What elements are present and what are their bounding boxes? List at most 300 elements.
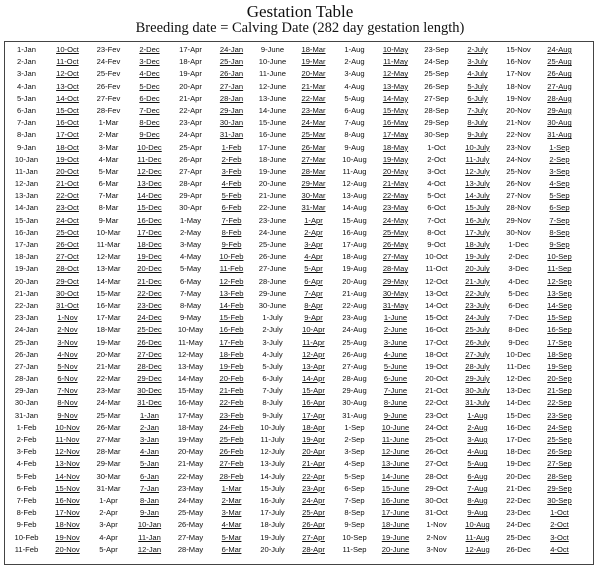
calving-date-cell: 15-Apr: [302, 386, 325, 396]
calving-date-cell: 4-Oct: [550, 544, 569, 554]
breeding-date-cell: 16-Oct: [425, 325, 448, 335]
calving-date-cell: 29-May: [382, 276, 409, 286]
calving-date-cell: 27-Aug: [547, 81, 572, 91]
calving-date-cell: 5-Dec: [139, 81, 160, 91]
calving-date-cell: 5-Apr: [304, 264, 323, 274]
calving-date-cell: 16-Dec: [137, 215, 162, 225]
calving-date-cell: 8-June: [383, 398, 408, 408]
calving-date-cell: 9-Dec: [139, 130, 160, 140]
calving-date-cell: 25-Feb: [219, 435, 244, 444]
calving-date-cell: 14-Nov: [55, 471, 80, 481]
calving-date-cell: 11-June: [382, 435, 409, 444]
breeding-date-cell: 29-Nov: [506, 215, 531, 225]
breeding-date-cell: 6-Jan: [17, 105, 36, 115]
calving-date-cell: 29-Aug: [547, 105, 572, 115]
calving-date-cell: 3-Dec: [139, 57, 160, 67]
calving-date-cell: 30-Dec: [137, 386, 162, 396]
calving-date-cell: 1-Nov: [57, 313, 78, 323]
breeding-date-cell: 28-Apr: [179, 179, 202, 189]
calving-date-cell: 12-May: [382, 69, 409, 79]
calving-date-cell: 3-Aug: [467, 435, 488, 444]
calving-date-cell: 6-July: [467, 93, 488, 103]
breeding-date-cell: 21-Oct: [425, 386, 448, 396]
calving-date-cell: 29-July: [465, 374, 490, 384]
breeding-date-cell: 15-Oct: [425, 313, 448, 323]
breeding-date-cell: 1-Dec: [508, 240, 529, 249]
breeding-date-cell: 22-Dec: [506, 495, 531, 505]
breeding-date-cell: 8-July: [262, 398, 283, 408]
breeding-date-cell: 20-Jan: [14, 276, 39, 286]
breeding-date-cell: 21-May: [177, 459, 204, 469]
breeding-date-cell: 1-July: [262, 313, 283, 323]
calving-date-cell: 27-Feb: [219, 459, 244, 469]
breeding-date-cell: 29-Sep: [424, 118, 449, 128]
breeding-date-cell: 17-Aug: [342, 240, 367, 249]
calving-date-cell: 23-May: [382, 203, 409, 213]
breeding-date-cell: 8-May: [179, 300, 202, 310]
calving-date-cell: 18-June: [381, 520, 410, 530]
calving-date-cell: 18-Feb: [219, 349, 244, 359]
calving-date-cell: 1-June: [383, 313, 408, 323]
calving-date-cell: 7-Dec: [139, 105, 160, 115]
calving-date-cell: 30-Mar: [301, 191, 326, 201]
calving-date-cell: 6-Jan: [140, 471, 159, 481]
calving-date-cell: 19-Nov: [55, 532, 80, 542]
breeding-date-cell: 13-Aug: [342, 191, 367, 201]
calving-date-cell: 30-July: [465, 386, 490, 396]
calving-date-cell: 31-May: [382, 300, 409, 310]
calving-date-cell: 25-Sep: [547, 435, 572, 444]
breeding-date-cell: 28-Nov: [506, 203, 531, 213]
calving-date-cell: 1-Feb: [221, 142, 242, 152]
breeding-date-cell: 7-Aug: [344, 118, 365, 128]
calving-date-cell: 9-June: [383, 410, 408, 420]
calving-date-cell: 3-Jan: [140, 435, 159, 444]
calving-date-cell: 28-Apr: [302, 544, 325, 554]
breeding-date-cell: 19-Mar: [96, 337, 121, 347]
breeding-date-cell: 23-Aug: [342, 313, 367, 323]
breeding-date-cell: 18-Dec: [506, 447, 531, 457]
breeding-date-cell: 1-May: [179, 215, 202, 225]
calving-date-cell: 17-July: [465, 227, 490, 237]
breeding-date-cell: 25-Jan: [14, 337, 39, 347]
calving-date-cell: 25-May: [382, 227, 409, 237]
calving-date-cell: 20-Dec: [137, 264, 162, 274]
calving-date-cell: 5-Jan: [140, 459, 159, 469]
breeding-date-cell: 14-Aug: [342, 203, 367, 213]
calving-date-cell: 14-Oct: [56, 93, 79, 103]
calving-date-cell: 13-Feb: [219, 288, 244, 298]
breeding-date-cell: 20-Mar: [96, 349, 121, 359]
breeding-date-cell: 8-Oct: [427, 227, 446, 237]
breeding-date-cell: 20-May: [177, 447, 204, 457]
calving-date-cell: 7-Feb: [221, 215, 242, 225]
calving-date-cell: 27-Oct: [56, 252, 79, 262]
calving-date-cell: 27-May: [382, 252, 409, 262]
calving-date-cell: 4-Mar: [221, 520, 242, 530]
breeding-date-cell: 14-July: [260, 471, 285, 481]
breeding-date-cell: 11-Dec: [506, 361, 531, 371]
calving-date-cell: 21-Oct: [56, 179, 79, 189]
calving-date-cell: 31-Mar: [301, 203, 326, 213]
calving-date-cell: 23-July: [465, 300, 490, 310]
breeding-date-cell: 26-Nov: [506, 179, 531, 189]
calving-date-cell: 24-July: [465, 313, 490, 323]
calving-date-cell: 12-Feb: [219, 276, 244, 286]
calving-date-cell: 26-Aug: [547, 69, 572, 79]
breeding-date-cell: 15-Jan: [14, 215, 39, 225]
breeding-date-cell: 16-May: [177, 398, 204, 408]
breeding-date-cell: 13-July: [260, 459, 285, 469]
calving-date-cell: 3-Sep: [549, 166, 570, 176]
calving-date-cell: 20-June: [381, 544, 410, 554]
calving-date-cell: 8-Feb: [221, 227, 242, 237]
calving-date-cell: 28-Dec: [137, 361, 162, 371]
breeding-date-cell: 15-Mar: [96, 288, 121, 298]
breeding-date-cell: 3-Apr: [99, 520, 118, 530]
calving-date-cell: 6-Nov: [57, 374, 78, 384]
breeding-date-cell: 25-May: [177, 508, 204, 518]
breeding-date-cell: 7-Oct: [427, 215, 446, 225]
calving-date-cell: 7-Nov: [57, 386, 78, 396]
breeding-date-cell: 6-Dec: [508, 300, 529, 310]
breeding-date-cell: 21-Aug: [342, 288, 367, 298]
calving-date-cell: 15-Oct: [56, 105, 79, 115]
calving-date-cell: 26-Apr: [302, 520, 325, 530]
calving-date-cell: 16-Nov: [55, 495, 80, 505]
breeding-date-cell: 8-Sep: [344, 508, 365, 518]
calving-date-cell: 2-June: [383, 325, 408, 335]
breeding-date-cell: 23-Oct: [425, 410, 448, 420]
calving-date-cell: 9-Aug: [467, 508, 488, 518]
calving-date-cell: 17-June: [381, 508, 410, 518]
breeding-date-cell: 12-Dec: [506, 374, 531, 384]
breeding-date-cell: 4-Oct: [427, 179, 446, 189]
calving-date-cell: 25-Jan: [219, 57, 244, 67]
breeding-date-cell: 29-Apr: [179, 191, 202, 201]
breeding-date-cell: 19-Dec: [506, 459, 531, 469]
breeding-date-cell: 29-Aug: [342, 386, 367, 396]
calving-date-cell: 24-Dec: [137, 313, 162, 323]
breeding-date-cell: 10-Aug: [342, 154, 367, 164]
breeding-date-cell: 22-May: [177, 471, 204, 481]
breeding-date-cell: 17-June: [258, 142, 287, 152]
calving-date-cell: 5-Nov: [57, 361, 78, 371]
breeding-date-cell: 4-Jan: [17, 81, 36, 91]
breeding-date-cell: 7-July: [262, 386, 283, 396]
breeding-date-cell: 17-Dec: [506, 435, 531, 444]
calving-date-cell: 12-June: [381, 447, 410, 457]
calving-date-cell: 11-May: [383, 57, 408, 67]
calving-date-cell: 23-Feb: [219, 410, 244, 420]
breeding-date-cell: 3-May: [179, 240, 202, 249]
calving-date-cell: 29-Dec: [137, 374, 162, 384]
breeding-date-cell: 6-Sep: [344, 483, 365, 493]
calving-date-cell: 11-Apr: [302, 337, 325, 347]
breeding-date-cell: 31-Mar: [96, 483, 121, 493]
calving-date-cell: 27-Jan: [219, 81, 244, 91]
breeding-date-cell: 7-May: [179, 288, 202, 298]
calving-date-cell: 12-Oct: [56, 69, 79, 79]
calving-date-cell: 26-Dec: [137, 337, 162, 347]
breeding-date-cell: 6-Feb: [16, 483, 37, 493]
breeding-date-cell: 16-Aug: [342, 227, 367, 237]
breeding-date-cell: 15-May: [177, 386, 204, 396]
calving-date-cell: 15-July: [465, 203, 490, 213]
calving-date-cell: 31-July: [465, 398, 490, 408]
breeding-date-cell: 28-Oct: [425, 471, 448, 481]
calving-date-cell: 18-May: [382, 142, 409, 152]
calving-date-cell: 18-July: [465, 240, 490, 249]
calving-date-cell: 7-Aug: [467, 483, 488, 493]
calving-date-cell: 20-May: [382, 166, 409, 176]
calving-date-cell: 6-Feb: [221, 203, 242, 213]
calving-date-cell: 28-Mar: [301, 166, 326, 176]
breeding-date-cell: 18-Nov: [506, 81, 531, 91]
calving-date-cell: 24-Oct: [56, 215, 79, 225]
calving-date-cell: 27-Mar: [301, 154, 326, 164]
calving-date-cell: 22-July: [465, 288, 490, 298]
breeding-date-cell: 27-Apr: [179, 166, 202, 176]
calving-date-cell: 23-Oct: [56, 203, 79, 213]
breeding-date-cell: 11-Aug: [342, 166, 367, 176]
breeding-date-cell: 27-May: [177, 532, 204, 542]
calving-date-cell: 19-Dec: [137, 252, 162, 262]
breeding-date-cell: 26-Jan: [14, 349, 39, 359]
calving-date-cell: 5-Feb: [221, 191, 242, 201]
calving-date-cell: 10-May: [382, 45, 409, 54]
breeding-date-cell: 22-June: [258, 203, 287, 213]
calving-date-cell: 16-Oct: [56, 118, 79, 128]
calving-date-cell: 2-Dec: [139, 45, 160, 54]
calving-date-cell: 11-Nov: [55, 435, 80, 444]
breeding-date-cell: 2-Sep: [344, 435, 365, 444]
calving-date-cell: 7-Apr: [304, 288, 323, 298]
breeding-date-cell: 19-Jan: [14, 264, 39, 274]
calving-date-cell: 9-Sep: [549, 240, 570, 249]
breeding-date-cell: 25-Apr: [179, 142, 202, 152]
breeding-date-cell: 23-Nov: [506, 142, 531, 152]
calving-date-cell: 11-Aug: [465, 532, 490, 542]
calving-date-cell: 16-June: [381, 495, 410, 505]
breeding-date-cell: 25-Fev: [96, 69, 121, 79]
breeding-date-cell: 27-Nov: [506, 191, 531, 201]
breeding-date-cell: 12-Jan: [14, 179, 39, 189]
calving-date-cell: 22-Apr: [302, 471, 325, 481]
calving-date-cell: 25-Aug: [547, 57, 572, 67]
calving-date-cell: 3-Nov: [57, 337, 78, 347]
breeding-date-cell: 20-Apr: [179, 81, 202, 91]
breeding-date-cell: 2-Aug: [344, 57, 365, 67]
breeding-date-cell: 27-June: [258, 264, 287, 274]
breeding-date-cell: 15-July: [260, 483, 285, 493]
breeding-date-cell: 23-June: [258, 215, 287, 225]
breeding-date-cell: 9-May: [179, 313, 202, 323]
breeding-date-cell: 20-Nov: [506, 105, 531, 115]
table-subtitle: Breeding date = Calving Date (282 day gestation length): [135, 20, 465, 36]
calving-date-cell: 2-Aug: [467, 422, 488, 432]
calving-date-cell: 1-Sep: [549, 142, 570, 152]
calving-date-cell: 6-Sep: [549, 203, 570, 213]
calving-date-cell: 2-Jan: [140, 422, 159, 432]
calving-date-cell: 3-Mar: [221, 508, 242, 518]
calving-date-cell: 8-July: [467, 118, 488, 128]
calving-date-cell: 2-Feb: [221, 154, 242, 164]
breeding-date-cell: 10-July: [260, 422, 285, 432]
breeding-date-cell: 11-Jan: [15, 166, 38, 176]
calving-date-cell: 18-Oct: [56, 142, 79, 152]
calving-date-cell: 11-Dec: [137, 154, 162, 164]
calving-date-cell: 21-Apr: [302, 459, 325, 469]
breeding-date-cell: 30-Jan: [14, 398, 39, 408]
calving-date-cell: 29-Mar: [301, 179, 326, 189]
breeding-date-cell: 30-Sep: [424, 130, 449, 140]
breeding-date-cell: 16-July: [260, 495, 285, 505]
breeding-date-cell: 8-Aug: [344, 130, 365, 140]
calving-date-cell: 10-July: [465, 142, 490, 152]
breeding-date-cell: 19-Aug: [342, 264, 367, 274]
breeding-date-cell: 5-July: [262, 361, 283, 371]
breeding-date-cell: 6-Oct: [427, 203, 446, 213]
calving-date-cell: 22-May: [382, 191, 409, 201]
calving-date-cell: 13-June: [381, 459, 410, 469]
breeding-date-cell: 15-June: [258, 118, 287, 128]
calving-date-cell: 15-Nov: [55, 483, 80, 493]
breeding-date-cell: 12-Oct: [425, 276, 448, 286]
breeding-date-cell: 31-Oct: [425, 508, 448, 518]
breeding-date-cell: 24-May: [177, 495, 204, 505]
calving-date-cell: 10-Oct: [56, 45, 79, 54]
breeding-date-cell: 4-Sep: [344, 459, 365, 469]
breeding-date-cell: 25-Mar: [96, 410, 121, 420]
breeding-date-cell: 5-Dec: [508, 288, 529, 298]
calving-date-cell: 13-Oct: [56, 81, 79, 91]
breeding-date-cell: 21-Apr: [179, 93, 202, 103]
breeding-date-cell: 26-Oct: [425, 447, 448, 457]
calving-date-cell: 18-Dec: [137, 240, 162, 249]
breeding-date-cell: 26-May: [177, 520, 204, 530]
breeding-date-cell: 9-Feb: [16, 520, 37, 530]
breeding-date-cell: 13-May: [177, 361, 204, 371]
calving-date-cell: 20-Apr: [302, 447, 325, 457]
breeding-date-cell: 27-Sep: [424, 93, 449, 103]
calving-date-cell: 25-Dec: [137, 325, 162, 335]
calving-date-cell: 19-July: [465, 252, 490, 262]
calving-date-cell: 4-Apr: [304, 252, 323, 262]
calving-date-cell: 11-Sep: [547, 264, 572, 274]
breeding-date-cell: 7-Feb: [16, 495, 37, 505]
calving-date-cell: 26-Sep: [547, 447, 572, 457]
calving-date-cell: 2-Sep: [549, 154, 570, 164]
calving-date-cell: 4-Dec: [139, 69, 160, 79]
breeding-date-cell: 11-Oct: [425, 264, 448, 274]
breeding-date-cell: 19-Apr: [179, 69, 202, 79]
calving-date-cell: 23-Mar: [301, 105, 326, 115]
calving-date-cell: 21-Dec: [137, 276, 162, 286]
breeding-date-cell: 17-Oct: [425, 337, 448, 347]
calving-date-cell: 12-Aug: [465, 544, 490, 554]
breeding-date-cell: 18-Aug: [342, 252, 367, 262]
calving-date-cell: 13-Dec: [137, 179, 162, 189]
calving-date-cell: 14-Feb: [219, 300, 244, 310]
breeding-date-cell: 24-Fev: [96, 57, 121, 67]
breeding-date-cell: 12-Mar: [96, 252, 121, 262]
breeding-date-cell: 4-Dec: [508, 276, 529, 286]
breeding-date-cell: 23-Dec: [506, 508, 531, 518]
table-title: Gestation Table: [246, 2, 354, 21]
calving-date-cell: 13-Sep: [547, 288, 572, 298]
breeding-date-cell: 6-May: [179, 276, 202, 286]
calving-date-cell: 22-Oct: [56, 191, 79, 201]
breeding-date-cell: 20-July: [260, 544, 285, 554]
calving-date-cell: 30-Jan: [219, 118, 244, 128]
breeding-date-cell: 21-June: [258, 191, 287, 201]
breeding-date-cell: 3-Mar: [98, 142, 119, 152]
calving-date-cell: 30-Sep: [547, 495, 572, 505]
breeding-date-cell: 10-Feb: [14, 532, 39, 542]
calving-date-cell: 20-Oct: [56, 166, 79, 176]
calving-date-cell: 17-Oct: [56, 130, 79, 140]
calving-date-cell: 24-Jan: [219, 45, 244, 54]
breeding-date-cell: 8-Dec: [508, 325, 529, 335]
breeding-date-cell: 11-Sep: [342, 544, 367, 554]
calving-date-cell: 8-Dec: [139, 118, 160, 128]
breeding-date-cell: 20-Oct: [425, 374, 448, 384]
calving-date-cell: 17-Feb: [219, 337, 244, 347]
breeding-date-cell: 26-Fev: [96, 81, 121, 91]
calving-date-cell: 9-July: [467, 130, 488, 140]
calving-date-cell: 10-Jan: [137, 520, 162, 530]
breeding-date-cell: 30-Aug: [342, 398, 367, 408]
calving-date-cell: 20-Nov: [55, 544, 80, 554]
calving-date-cell: 22-Mar: [301, 93, 326, 103]
calving-date-cell: 11-Feb: [219, 264, 244, 274]
calving-date-cell: 2-July: [467, 45, 488, 54]
breeding-date-cell: 24-Jan: [14, 325, 39, 335]
breeding-date-cell: 3-Oct: [427, 166, 446, 176]
calving-date-cell: 27-Sep: [547, 459, 572, 469]
breeding-date-cell: 12-June: [258, 81, 287, 91]
breeding-date-cell: 18-Oct: [425, 349, 448, 359]
calving-date-cell: 8-Jan: [140, 495, 159, 505]
calving-date-cell: 15-May: [382, 105, 409, 115]
calving-date-cell: 19-Apr: [302, 435, 325, 444]
calving-date-cell: 6-June: [383, 374, 408, 384]
breeding-date-cell: 5-Aug: [344, 93, 365, 103]
calving-date-cell: 27-Dec: [137, 349, 162, 359]
breeding-date-cell: 29-June: [258, 288, 287, 298]
breeding-date-cell: 29-Oct: [425, 483, 448, 493]
breeding-date-cell: 1-Aug: [344, 45, 365, 54]
calving-date-cell: 24-Aug: [547, 45, 572, 54]
calving-date-cell: 22-Feb: [219, 398, 244, 408]
calving-date-cell: 15-Feb: [219, 313, 244, 323]
calving-date-cell: 15-Sep: [547, 313, 572, 323]
calving-date-cell: 9-Apr: [304, 313, 323, 323]
breeding-date-cell: 11-July: [260, 435, 285, 444]
breeding-date-cell: 13-Dec: [506, 386, 531, 396]
breeding-date-cell: 18-Apr: [179, 57, 202, 67]
calving-date-cell: 14-May: [382, 93, 409, 103]
breeding-date-cell: 28-Mar: [96, 447, 121, 457]
calving-date-cell: 21-May: [382, 179, 409, 189]
breeding-date-cell: 20-Aug: [342, 276, 367, 286]
breeding-date-cell: 19-Nov: [506, 93, 531, 103]
calving-date-cell: 31-Dec: [137, 398, 162, 408]
calving-date-cell: 4-Aug: [467, 447, 488, 457]
breeding-date-cell: 16-Dec: [506, 422, 531, 432]
breeding-date-cell: 26-June: [258, 252, 287, 262]
